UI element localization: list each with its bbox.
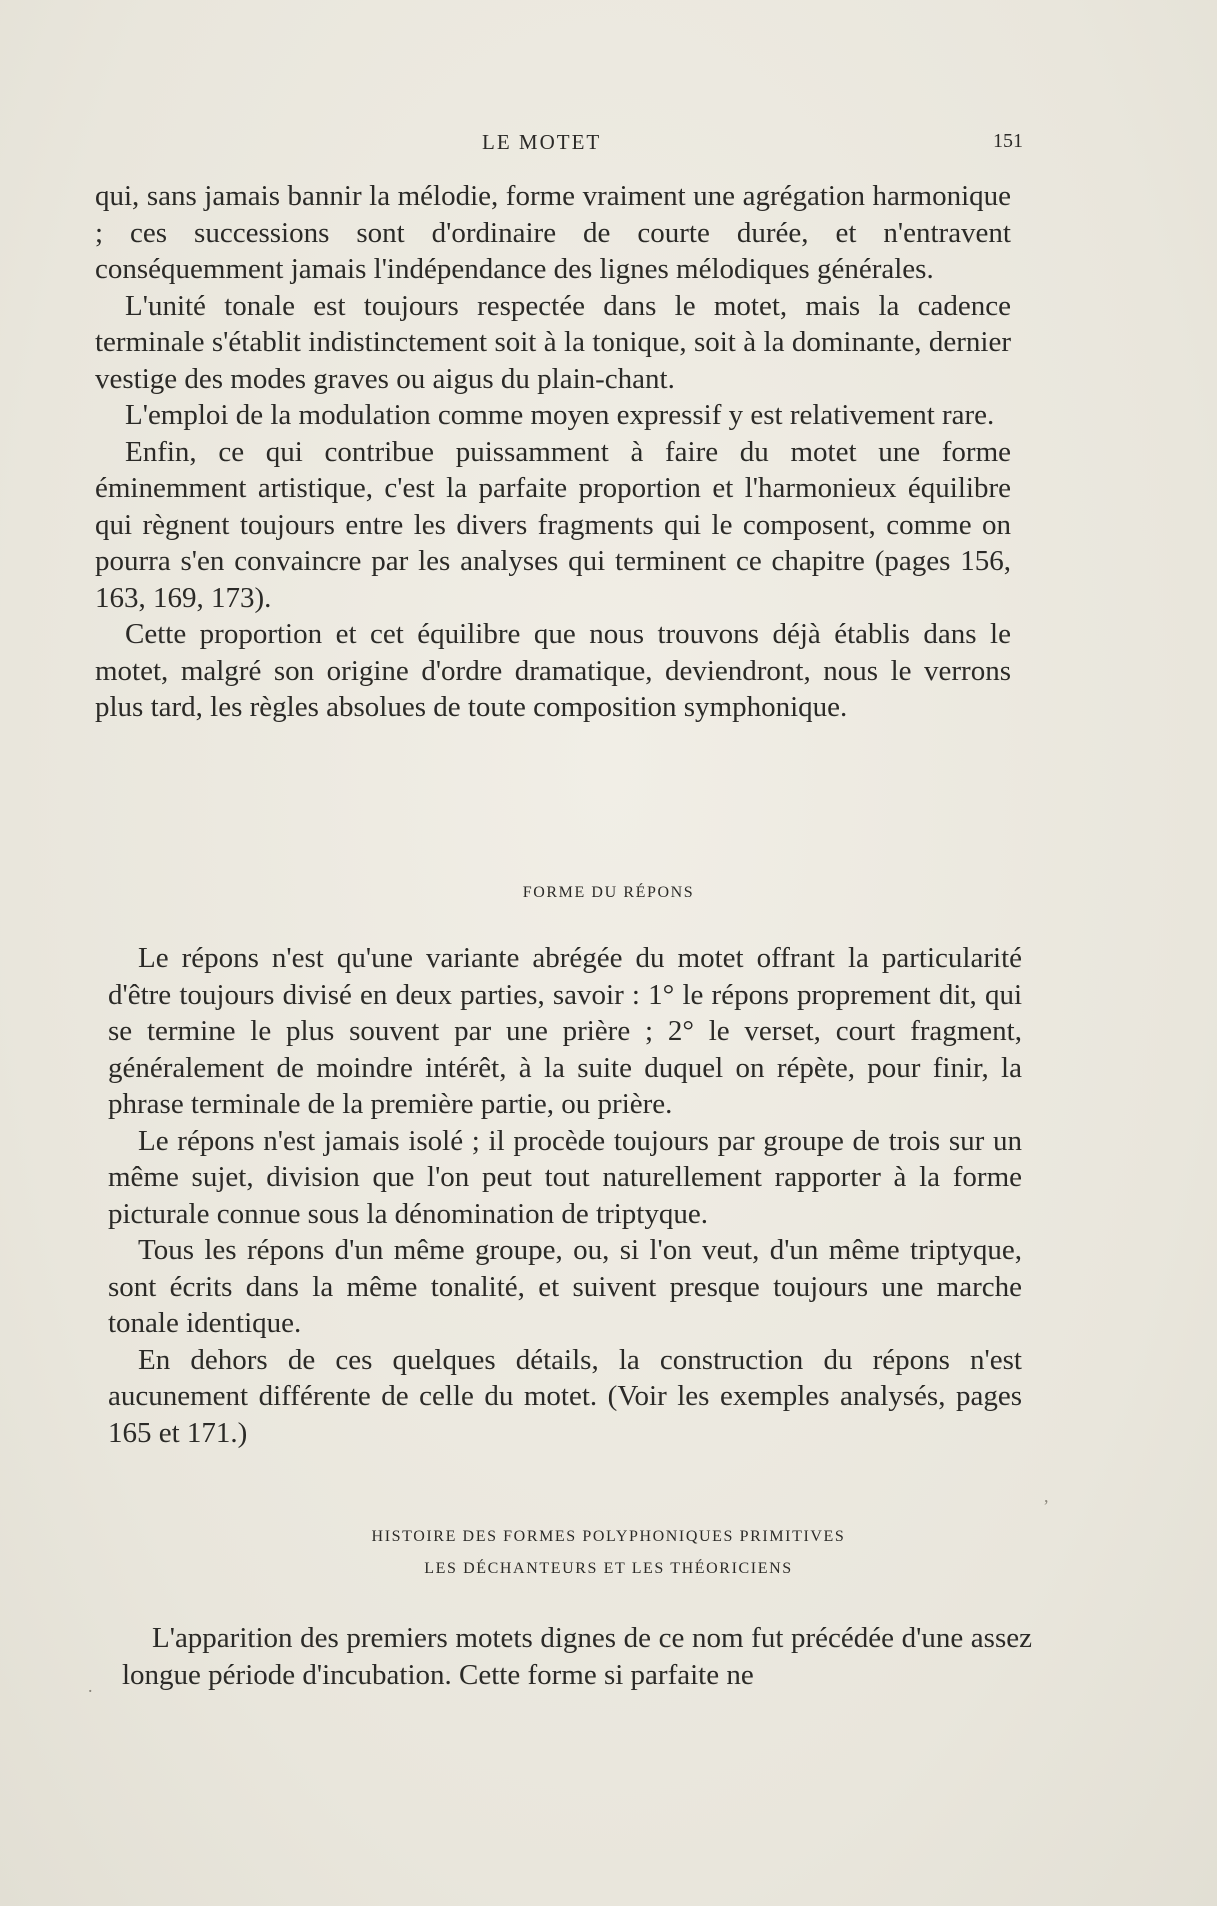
- paragraph-repons-definition: Le répons n'est qu'une variante abrégée du motet offrant la particularité d'être toujours divisé en deux parties, savoir : 1° le répons proprement dit, qui se termine le plus souvent par une prière ; 2° le verset, court fragment, généralement de moindre intérêt, à la suite duquel on répète, pour finir, la phrase terminale de la première partie, ou prière.: [108, 942, 1022, 1120]
- section-histoire-text: [122, 1620, 1032, 1693]
- paragraph-equilibre: Cette proportion et cet équilibre que nous trouvons déjà établis dans le motet, malgré son origine d'ordre dramatique, deviendront, nous le verrons plus tard, les règles absolues de toute composition symphonique.: [95, 618, 1011, 723]
- paragraph-construction: En dehors de ces quelques détails, la construction du répons n'est aucunement différente de celle du motet. (Voir les exemples analysés, pages 165 et 171.): [108, 1343, 1022, 1449]
- paragraph-continuation: qui, sans jamais bannir la mélodie, forme vraiment une agrégation harmonique ; ces successions sont d'ordinaire de courte durée, et n'entravent conséquemment jamais l'indépendance des lignes mélodiques générales.: [95, 180, 1011, 285]
- paragraph-triptyque: Tous les répons d'un même groupe, ou, si l'on veut, d'un même triptyque, sont écrits dans la même tonalité, et suivent presque toujours une marche tonale identique.: [108, 1234, 1022, 1339]
- running-head: [0, 130, 1217, 160]
- paragraph-unite-tonale: L'unité tonale est toujours respectée dans le motet, mais la cadence terminale s'établit indistinctement soit à la tonique, soit à la dominante, dernier vestige des modes graves ou aigus du plain-chant.: [95, 289, 1011, 395]
- running-title: LE MOTET: [482, 130, 602, 154]
- paragraph-proportion: Enfin, ce qui contribue puissamment à faire du motet une forme éminemment artistique, c'est la parfaite proportion et l'harmonieux équilibre qui règnent toujours entre les divers fragments qui le composent, comme on pourra s'en convaincre par les analyses qui terminent ce chapitre (pages 156, 163, 169, 173).: [95, 435, 1011, 614]
- margin-mark-right: ,: [1044, 1486, 1049, 1506]
- section-heading-histoire: HISTOIRE DES FORMES POLYPHONIQUES PRIMITIVES: [371, 1528, 846, 1545]
- margin-mark-left: .: [88, 1676, 93, 1696]
- paragraph-repons-groupe: Le répons n'est jamais isolé ; il procède toujours par groupe de trois sur un même sujet, division que l'on peut tout naturellement rapporter à la forme picturale connue sous la dénomination de triptyque.: [108, 1124, 1022, 1230]
- section-subheading-dechanteurs: LES DÉCHANTEURS ET LES THÉORICIENS: [424, 1560, 793, 1577]
- paragraph-modulation: L'emploi de la modulation comme moyen expressif y est relativement rare.: [125, 399, 995, 431]
- paragraph-apparition: L'apparition des premiers motets dignes de ce nom fut précédée d'une assez longue période d'incubation. Cette forme si parfaite ne: [122, 1622, 1032, 1691]
- section-repons-text: [108, 940, 1022, 1451]
- section-motet-text: [95, 178, 1011, 726]
- section-heading-forme-du-repons: FORME DU RÉPONS: [522, 884, 695, 901]
- page-number: 151: [993, 130, 1023, 152]
